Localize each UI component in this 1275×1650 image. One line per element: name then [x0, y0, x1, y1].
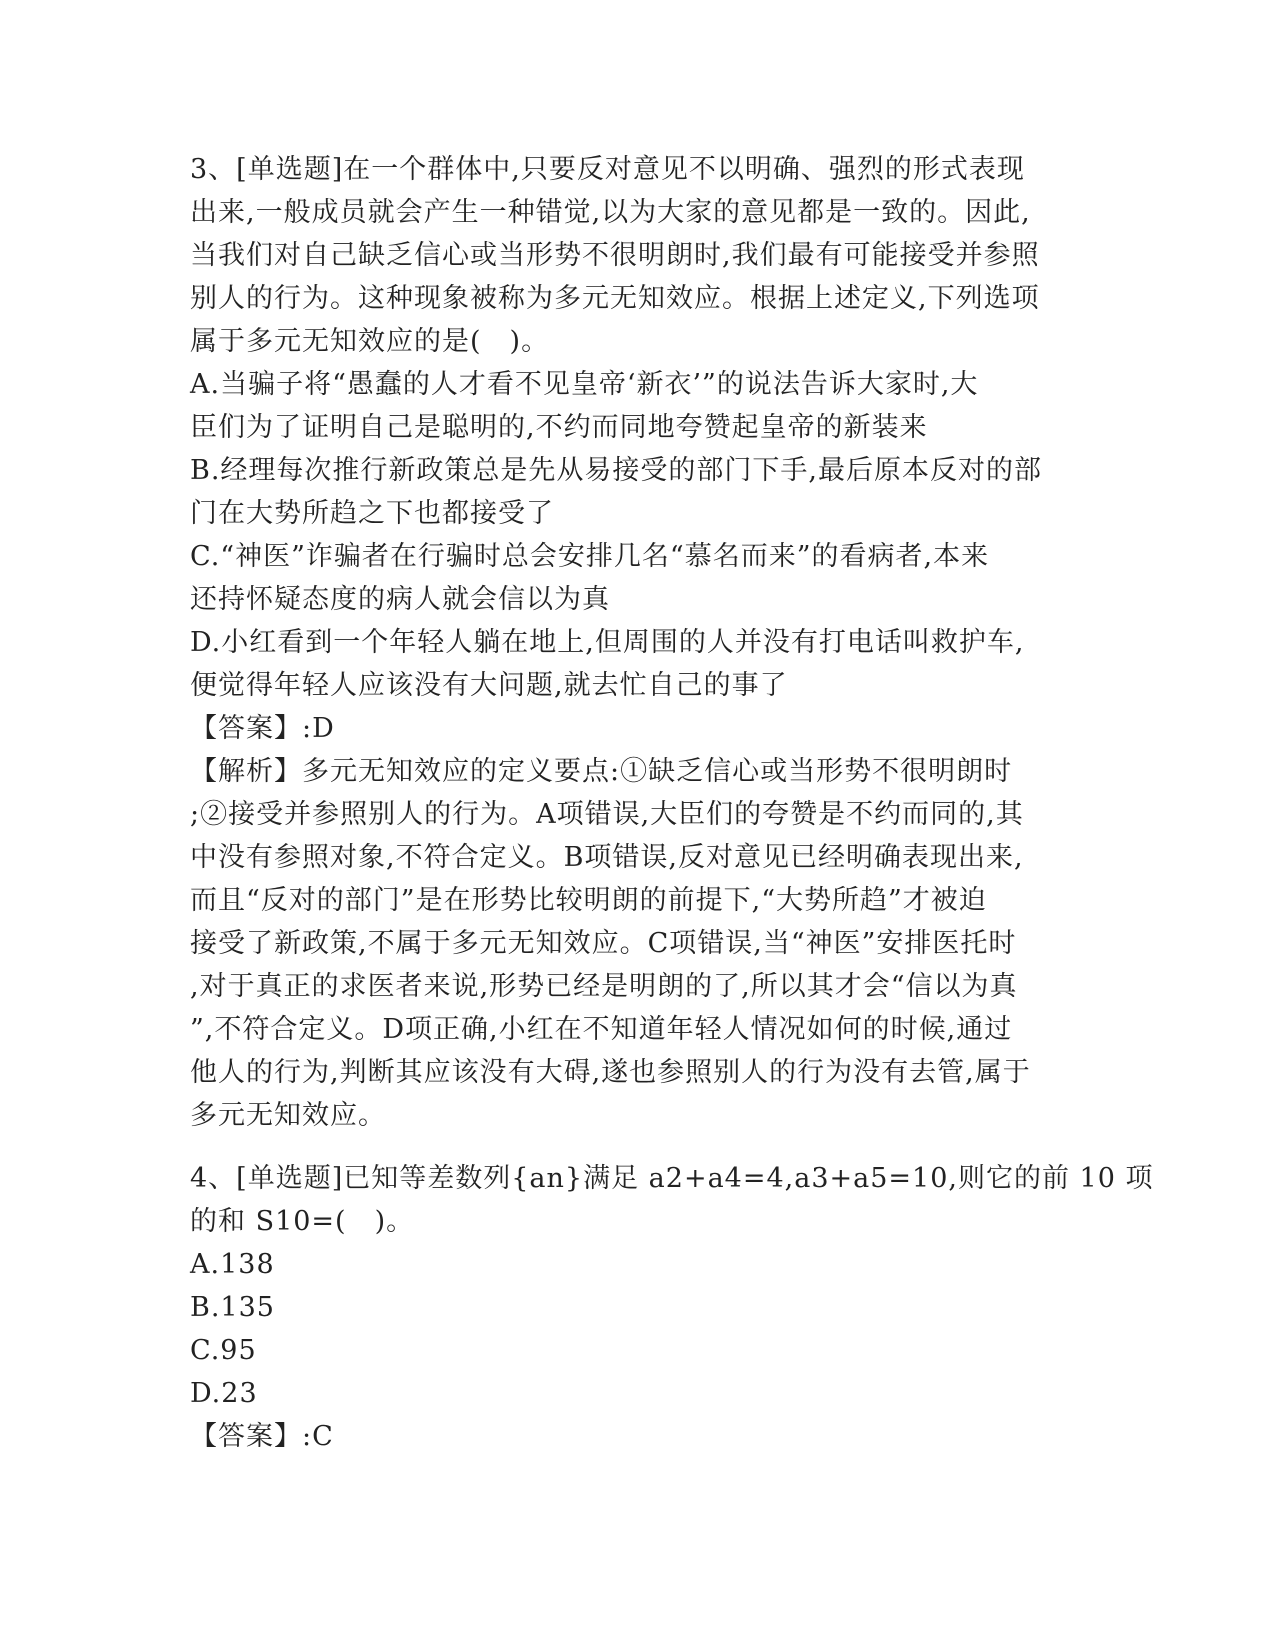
analysis-line: 而且“反对的部门”是在形势比较明朗的前提下,“大势所趋”才被迫	[190, 885, 987, 916]
question-4-option-b: B.135	[190, 1292, 275, 1323]
question-4-option-c: C.95	[190, 1335, 257, 1366]
question-3-option-c	[190, 535, 1090, 621]
question-3-stem-line: 属于多元无知效应的是( )。	[190, 326, 550, 357]
question-4-option-a: A.138	[190, 1249, 275, 1280]
option-line: C.“神医”诈骗者在行骗时总会安排几名“慕名而来”的看病者,本来	[190, 541, 990, 572]
question-spacer	[190, 1137, 1090, 1157]
question-4-option-d: D.23	[190, 1378, 258, 1409]
option-line: A.当骗子将“愚蠢的人才看不见皇帝‘新衣’”的说法告诉大家时,大	[190, 369, 979, 400]
analysis-line: ,对于真正的求医者来说,形势已经是明朗的了,所以其才会“信以为真	[190, 971, 1018, 1002]
question-3-option-d	[190, 621, 1090, 707]
question-3-option-a	[190, 363, 1090, 449]
question-3-stem-line: 3、[单选题]在一个群体中,只要反对意见不以明确、强烈的形式表现	[190, 154, 1025, 185]
option-line: 还持怀疑态度的病人就会信以为真	[190, 584, 610, 615]
analysis-line: 他人的行为,判断其应该没有大碍,遂也参照别人的行为没有去管,属于	[190, 1057, 1031, 1088]
question-3-option-b	[190, 449, 1090, 535]
analysis-line: ;②接受并参照别人的行为。A项错误,大臣们的夸赞是不约而同的,其	[190, 799, 1024, 830]
document-page	[190, 148, 1154, 1458]
option-line: 便觉得年轻人应该没有大问题,就去忙自己的事了	[190, 670, 788, 701]
question-4-stem-line: 的和 S10=( )。	[190, 1206, 415, 1237]
question-3	[190, 148, 1090, 1137]
question-4-stem-line: 4、[单选题]已知等差数列{an}满足 a2+a4=4,a3+a5=10,则它的前 10 项	[190, 1163, 1154, 1194]
question-3-analysis	[190, 750, 1090, 1137]
analysis-line: 多元无知效应。	[190, 1100, 386, 1131]
analysis-line: 【解析】多元无知效应的定义要点:①缺乏信心或当形势不很明朗时	[190, 756, 1013, 787]
question-3-stem-line: 别人的行为。这种现象被称为多元无知效应。根据上述定义,下列选项	[190, 283, 1040, 314]
question-3-stem-line: 当我们对自己缺乏信心或当形势不很明朗时,我们最有可能接受并参照	[190, 240, 1040, 271]
option-line: 臣们为了证明自己是聪明的,不约而同地夸赞起皇帝的新装来	[190, 412, 928, 443]
option-line: B.经理每次推行新政策总是先从易接受的部门下手,最后原本反对的部	[190, 455, 1043, 486]
question-3-answer: 【答案】:D	[190, 713, 335, 744]
question-4-answer: 【答案】:C	[190, 1421, 334, 1452]
question-4	[190, 1157, 1154, 1458]
option-line: D.小红看到一个年轻人躺在地上,但周围的人并没有打电话叫救护车,	[190, 627, 1025, 658]
analysis-line: 接受了新政策,不属于多元无知效应。C项错误,当“神医”安排医托时	[190, 928, 1017, 959]
analysis-line: ”,不符合定义。D项正确,小红在不知道年轻人情况如何的时候,通过	[190, 1014, 1013, 1045]
question-3-stem-line: 出来,一般成员就会产生一种错觉,以为大家的意见都是一致的。因此,	[190, 197, 1031, 228]
analysis-line: 中没有参照对象,不符合定义。B项错误,反对意见已经明确表现出来,	[190, 842, 1024, 873]
question-3-stem	[190, 148, 1090, 363]
option-line: 门在大势所趋之下也都接受了	[190, 498, 554, 529]
question-4-stem	[190, 1157, 1154, 1243]
